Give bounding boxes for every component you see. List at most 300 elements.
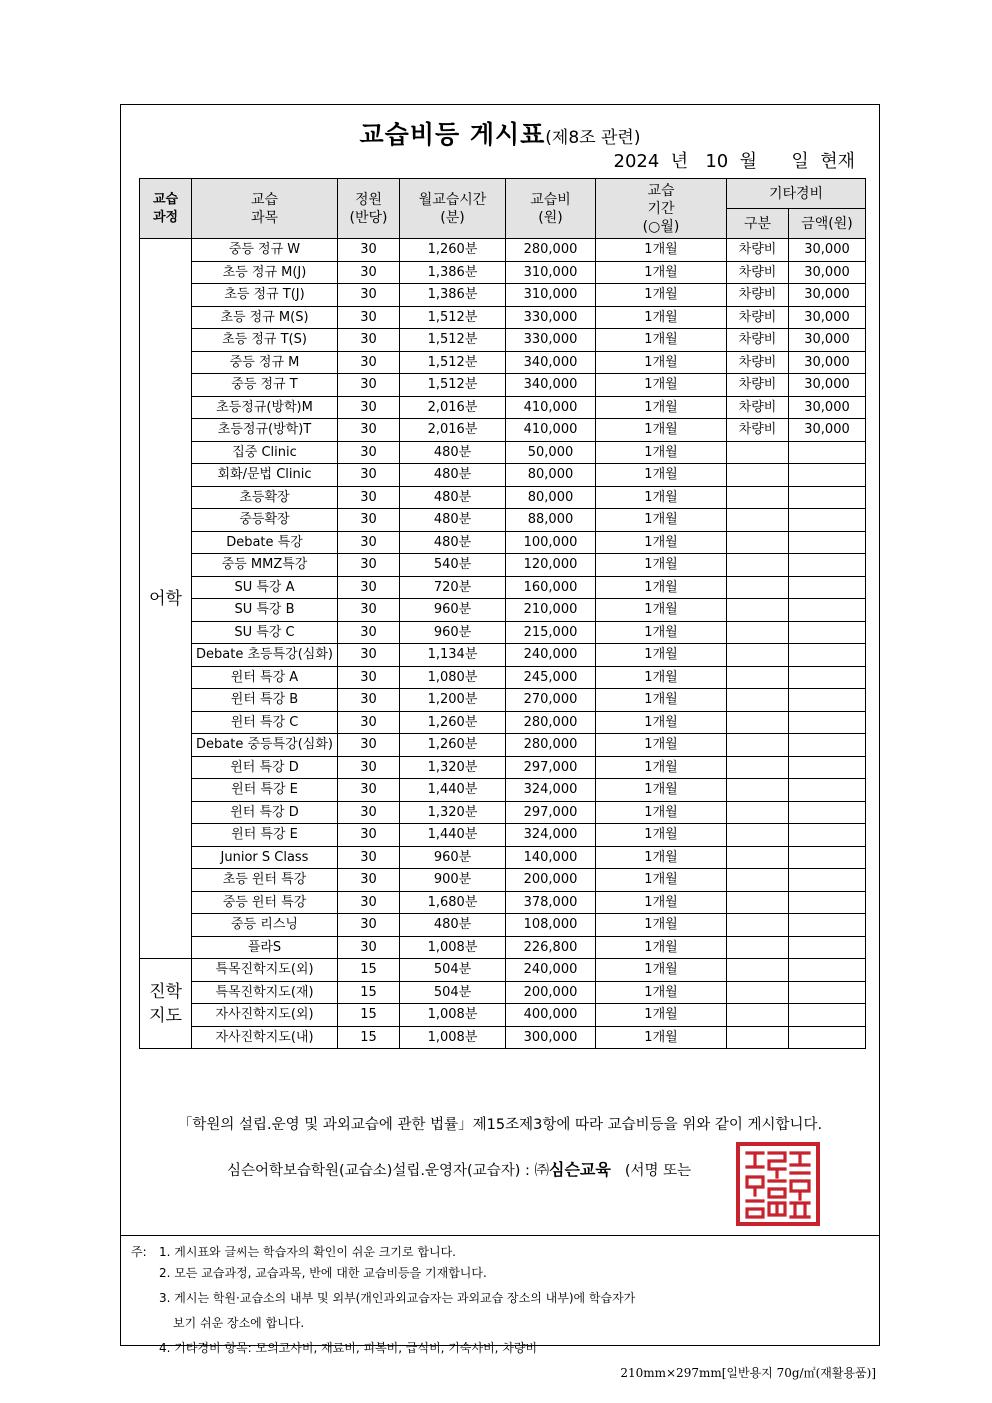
cell-subject: 회화/문법 Clinic bbox=[192, 464, 338, 487]
cell-subject: 윈터 특강 D bbox=[192, 801, 338, 824]
cell-fee: 100,000 bbox=[506, 531, 596, 554]
cell-fee: 310,000 bbox=[506, 261, 596, 284]
cell-capacity: 30 bbox=[338, 666, 400, 689]
cell-period: 1개월 bbox=[596, 374, 727, 397]
cell-subject: 윈터 특강 C bbox=[192, 711, 338, 734]
cell-period: 1개월 bbox=[596, 576, 727, 599]
cell-capacity: 15 bbox=[338, 981, 400, 1004]
official-seal-stamp bbox=[735, 1141, 821, 1227]
cell-fee: 280,000 bbox=[506, 711, 596, 734]
table-row bbox=[140, 486, 866, 509]
table-row bbox=[140, 554, 866, 577]
signature-label: 심슨어학보습학원(교습소)설립.운영자(교습자) : ㈜ bbox=[227, 1163, 549, 1179]
cell-other-amount bbox=[789, 509, 866, 532]
cell-period: 1개월 bbox=[596, 306, 727, 329]
table-row bbox=[140, 419, 866, 442]
cell-hours: 1,008분 bbox=[400, 1004, 506, 1027]
cell-capacity: 30 bbox=[338, 396, 400, 419]
cell-other-amount: 30,000 bbox=[789, 239, 866, 262]
cell-subject: 중등 정규 T bbox=[192, 374, 338, 397]
table-row bbox=[140, 936, 866, 959]
table-row bbox=[140, 846, 866, 869]
cell-hours: 1,512분 bbox=[400, 351, 506, 374]
table-row bbox=[140, 464, 866, 487]
cell-other-amount bbox=[789, 779, 866, 802]
cell-subject: 자사진학지도(외) bbox=[192, 1004, 338, 1027]
cell-fee: 310,000 bbox=[506, 284, 596, 307]
cell-subject: 집중 Clinic bbox=[192, 441, 338, 464]
cell-capacity: 30 bbox=[338, 914, 400, 937]
cell-hours: 504분 bbox=[400, 981, 506, 1004]
cell-subject: 중등 정규 W bbox=[192, 239, 338, 262]
table-row bbox=[140, 734, 866, 757]
cell-period: 1개월 bbox=[596, 351, 727, 374]
cell-period: 1개월 bbox=[596, 981, 727, 1004]
cell-fee: 88,000 bbox=[506, 509, 596, 532]
cell-other-amount bbox=[789, 981, 866, 1004]
signature-line bbox=[227, 1157, 691, 1180]
cell-period: 1개월 bbox=[596, 329, 727, 352]
legal-statement: 「학원의 설립.운영 및 과외교습에 관한 법률」제15조제3항에 따라 교습비등을 위와 같이 게시합니다. bbox=[177, 1117, 823, 1133]
cell-other-amount bbox=[789, 846, 866, 869]
cell-subject: 플라S bbox=[192, 936, 338, 959]
table-row bbox=[140, 531, 866, 554]
cell-hours: 1,512분 bbox=[400, 374, 506, 397]
cell-fee: 140,000 bbox=[506, 846, 596, 869]
cell-subject: SU 특강 B bbox=[192, 599, 338, 622]
cell-other-type bbox=[727, 846, 789, 869]
cell-other-amount: 30,000 bbox=[789, 329, 866, 352]
cell-fee: 297,000 bbox=[506, 756, 596, 779]
cell-other-type: 차량비 bbox=[727, 351, 789, 374]
cell-period: 1개월 bbox=[596, 734, 727, 757]
cell-hours: 1,512분 bbox=[400, 306, 506, 329]
table-row bbox=[140, 914, 866, 937]
cell-other-type bbox=[727, 734, 789, 757]
cell-hours: 1,440분 bbox=[400, 824, 506, 847]
table-row bbox=[140, 779, 866, 802]
cell-other-amount bbox=[789, 576, 866, 599]
cell-other-amount bbox=[789, 666, 866, 689]
cell-capacity: 30 bbox=[338, 284, 400, 307]
cell-fee: 245,000 bbox=[506, 666, 596, 689]
cell-subject: 자사진학지도(내) bbox=[192, 1026, 338, 1049]
cell-subject: 윈터 특강 E bbox=[192, 779, 338, 802]
title-main: 교습비등 게시표 bbox=[359, 120, 546, 149]
cell-other-amount bbox=[789, 1004, 866, 1027]
note-item: 2. 모든 교습과정, 교습과목, 반에 대한 교습비등을 기재합니다. bbox=[159, 1266, 487, 1280]
cell-period: 1개월 bbox=[596, 779, 727, 802]
cell-capacity: 30 bbox=[338, 711, 400, 734]
cell-other-type bbox=[727, 959, 789, 982]
cell-capacity: 30 bbox=[338, 351, 400, 374]
cell-subject: 특목진학지도(외) bbox=[192, 959, 338, 982]
table-row bbox=[140, 666, 866, 689]
cell-other-amount bbox=[789, 689, 866, 712]
cell-capacity: 30 bbox=[338, 801, 400, 824]
cell-other-amount bbox=[789, 801, 866, 824]
cell-subject: Debate 특강 bbox=[192, 531, 338, 554]
cell-subject: Debate 초등특강(심화) bbox=[192, 644, 338, 667]
cell-period: 1개월 bbox=[596, 1026, 727, 1049]
cell-other-type bbox=[727, 981, 789, 1004]
cell-other-type bbox=[727, 891, 789, 914]
cell-capacity: 30 bbox=[338, 419, 400, 442]
table-row bbox=[140, 1004, 866, 1027]
cell-other-amount: 30,000 bbox=[789, 374, 866, 397]
cell-fee: 297,000 bbox=[506, 801, 596, 824]
cell-fee: 226,800 bbox=[506, 936, 596, 959]
cell-capacity: 30 bbox=[338, 509, 400, 532]
cell-other-type bbox=[727, 554, 789, 577]
cell-period: 1개월 bbox=[596, 554, 727, 577]
cell-capacity: 30 bbox=[338, 779, 400, 802]
cell-subject: Junior S Class bbox=[192, 846, 338, 869]
cell-fee: 200,000 bbox=[506, 981, 596, 1004]
cell-subject: 초등 정규 T(S) bbox=[192, 329, 338, 352]
cell-other-type bbox=[727, 599, 789, 622]
cell-capacity: 30 bbox=[338, 441, 400, 464]
cell-period: 1개월 bbox=[596, 486, 727, 509]
cell-subject: 중등 윈터 특강 bbox=[192, 891, 338, 914]
cell-capacity: 30 bbox=[338, 374, 400, 397]
cell-other-amount: 30,000 bbox=[789, 261, 866, 284]
cell-capacity: 30 bbox=[338, 846, 400, 869]
cell-capacity: 30 bbox=[338, 936, 400, 959]
cell-other-type bbox=[727, 689, 789, 712]
cell-subject: SU 특강 C bbox=[192, 621, 338, 644]
cell-hours: 1,440분 bbox=[400, 779, 506, 802]
header-course: 교습 과정 bbox=[140, 179, 192, 239]
cell-subject: 윈터 특강 E bbox=[192, 824, 338, 847]
cell-capacity: 30 bbox=[338, 306, 400, 329]
cell-fee: 340,000 bbox=[506, 374, 596, 397]
as-of-date: 2024 년 10 월 일 현재 bbox=[613, 151, 855, 172]
cell-fee: 270,000 bbox=[506, 689, 596, 712]
cell-other-type bbox=[727, 509, 789, 532]
cell-capacity: 30 bbox=[338, 486, 400, 509]
cell-other-amount bbox=[789, 621, 866, 644]
cell-hours: 480분 bbox=[400, 441, 506, 464]
cell-hours: 480분 bbox=[400, 531, 506, 554]
header-other-amount: 금액(원) bbox=[789, 209, 866, 239]
table-row bbox=[140, 891, 866, 914]
cell-hours: 480분 bbox=[400, 509, 506, 532]
course-group-cell: 진학 지도 bbox=[140, 959, 192, 1049]
cell-hours: 1,260분 bbox=[400, 239, 506, 262]
table-row bbox=[140, 396, 866, 419]
cell-subject: SU 특강 A bbox=[192, 576, 338, 599]
cell-capacity: 30 bbox=[338, 261, 400, 284]
cell-subject: 윈터 특강 B bbox=[192, 689, 338, 712]
cell-period: 1개월 bbox=[596, 801, 727, 824]
table-row bbox=[140, 801, 866, 824]
cell-other-amount bbox=[789, 869, 866, 892]
table-row bbox=[140, 441, 866, 464]
cell-period: 1개월 bbox=[596, 531, 727, 554]
cell-other-type bbox=[727, 666, 789, 689]
fee-posting-frame bbox=[120, 104, 880, 1355]
note-item: 4. 기타경비 항목: 모의고사비, 재료비, 피복비, 급식비, 기숙사비, 차량비 bbox=[159, 1341, 538, 1355]
cell-other-amount: 30,000 bbox=[789, 396, 866, 419]
cell-subject: 초등 정규 M(J) bbox=[192, 261, 338, 284]
cell-hours: 2,016분 bbox=[400, 396, 506, 419]
cell-other-amount bbox=[789, 554, 866, 577]
table-row bbox=[140, 576, 866, 599]
cell-subject: 초등확장 bbox=[192, 486, 338, 509]
header-capacity: 정원 (반당) bbox=[338, 179, 400, 239]
cell-other-type bbox=[727, 779, 789, 802]
cell-period: 1개월 bbox=[596, 756, 727, 779]
table-row bbox=[140, 374, 866, 397]
cell-other-amount bbox=[789, 1026, 866, 1049]
cell-capacity: 30 bbox=[338, 644, 400, 667]
table-row bbox=[140, 1026, 866, 1049]
cell-hours: 1,080분 bbox=[400, 666, 506, 689]
cell-period: 1개월 bbox=[596, 914, 727, 937]
cell-fee: 340,000 bbox=[506, 351, 596, 374]
cell-subject: 중등 정규 M bbox=[192, 351, 338, 374]
cell-subject: 중등 MMZ특강 bbox=[192, 554, 338, 577]
cell-other-type bbox=[727, 486, 789, 509]
table-row bbox=[140, 756, 866, 779]
signature-note: (서명 또는 bbox=[624, 1163, 692, 1179]
notes-label: 주: bbox=[131, 1245, 147, 1259]
cell-subject: 초등정규(방학)T bbox=[192, 419, 338, 442]
cell-period: 1개월 bbox=[596, 261, 727, 284]
cell-fee: 240,000 bbox=[506, 644, 596, 667]
cell-capacity: 30 bbox=[338, 891, 400, 914]
cell-other-type bbox=[727, 824, 789, 847]
cell-subject: 중등확장 bbox=[192, 509, 338, 532]
cell-other-amount bbox=[789, 824, 866, 847]
cell-subject: 초등정규(방학)M bbox=[192, 396, 338, 419]
cell-period: 1개월 bbox=[596, 239, 727, 262]
cell-hours: 2,016분 bbox=[400, 419, 506, 442]
cell-other-type bbox=[727, 801, 789, 824]
table-row bbox=[140, 509, 866, 532]
cell-fee: 80,000 bbox=[506, 486, 596, 509]
cell-capacity: 30 bbox=[338, 689, 400, 712]
cell-fee: 108,000 bbox=[506, 914, 596, 937]
cell-period: 1개월 bbox=[596, 1004, 727, 1027]
cell-period: 1개월 bbox=[596, 711, 727, 734]
cell-other-type bbox=[727, 644, 789, 667]
table-row bbox=[140, 351, 866, 374]
cell-period: 1개월 bbox=[596, 936, 727, 959]
cell-other-type: 차량비 bbox=[727, 261, 789, 284]
cell-other-type bbox=[727, 869, 789, 892]
cell-other-amount: 30,000 bbox=[789, 306, 866, 329]
cell-capacity: 30 bbox=[338, 756, 400, 779]
cell-period: 1개월 bbox=[596, 441, 727, 464]
cell-capacity: 30 bbox=[338, 531, 400, 554]
cell-hours: 960분 bbox=[400, 846, 506, 869]
cell-hours: 960분 bbox=[400, 599, 506, 622]
cell-fee: 210,000 bbox=[506, 599, 596, 622]
cell-hours: 1,008분 bbox=[400, 1026, 506, 1049]
cell-fee: 300,000 bbox=[506, 1026, 596, 1049]
table-row bbox=[140, 824, 866, 847]
header-other: 기타경비 bbox=[727, 179, 866, 209]
table-row bbox=[140, 959, 866, 982]
notes-section bbox=[121, 1235, 879, 1359]
cell-other-type bbox=[727, 756, 789, 779]
table-row bbox=[140, 306, 866, 329]
cell-capacity: 15 bbox=[338, 1026, 400, 1049]
cell-other-type bbox=[727, 464, 789, 487]
cell-fee: 410,000 bbox=[506, 396, 596, 419]
cell-capacity: 15 bbox=[338, 959, 400, 982]
cell-other-amount: 30,000 bbox=[789, 284, 866, 307]
cell-fee: 240,000 bbox=[506, 959, 596, 982]
header-hours: 월교습시간 (분) bbox=[400, 179, 506, 239]
cell-capacity: 30 bbox=[338, 464, 400, 487]
cell-hours: 900분 bbox=[400, 869, 506, 892]
table-row bbox=[140, 284, 866, 307]
cell-other-amount bbox=[789, 756, 866, 779]
cell-other-amount bbox=[789, 441, 866, 464]
cell-other-amount bbox=[789, 644, 866, 667]
cell-other-amount bbox=[789, 891, 866, 914]
cell-period: 1개월 bbox=[596, 419, 727, 442]
cell-period: 1개월 bbox=[596, 284, 727, 307]
cell-other-amount bbox=[789, 711, 866, 734]
cell-period: 1개월 bbox=[596, 959, 727, 982]
note-item-continued: 보기 쉬운 장소에 합니다. bbox=[173, 1316, 305, 1330]
table-row bbox=[140, 689, 866, 712]
table-row bbox=[140, 329, 866, 352]
cell-fee: 410,000 bbox=[506, 419, 596, 442]
cell-other-amount: 30,000 bbox=[789, 419, 866, 442]
cell-other-amount bbox=[789, 599, 866, 622]
cell-period: 1개월 bbox=[596, 846, 727, 869]
cell-other-type bbox=[727, 441, 789, 464]
header-fee: 교습비 (원) bbox=[506, 179, 596, 239]
table-row bbox=[140, 644, 866, 667]
table-row bbox=[140, 981, 866, 1004]
cell-fee: 330,000 bbox=[506, 306, 596, 329]
cell-fee: 120,000 bbox=[506, 554, 596, 577]
cell-other-type: 차량비 bbox=[727, 306, 789, 329]
cell-capacity: 30 bbox=[338, 824, 400, 847]
cell-hours: 1,134분 bbox=[400, 644, 506, 667]
cell-period: 1개월 bbox=[596, 869, 727, 892]
cell-fee: 200,000 bbox=[506, 869, 596, 892]
cell-fee: 324,000 bbox=[506, 824, 596, 847]
cell-period: 1개월 bbox=[596, 396, 727, 419]
cell-hours: 1,680분 bbox=[400, 891, 506, 914]
cell-fee: 280,000 bbox=[506, 239, 596, 262]
cell-other-type bbox=[727, 936, 789, 959]
title-sub: (제8조 관련) bbox=[545, 128, 641, 148]
table-row bbox=[140, 621, 866, 644]
table-row bbox=[140, 599, 866, 622]
fee-table bbox=[139, 178, 866, 1049]
cell-period: 1개월 bbox=[596, 644, 727, 667]
cell-hours: 1,386분 bbox=[400, 284, 506, 307]
cell-fee: 50,000 bbox=[506, 441, 596, 464]
cell-period: 1개월 bbox=[596, 599, 727, 622]
table-row bbox=[140, 711, 866, 734]
table-row bbox=[140, 239, 866, 262]
cell-other-amount bbox=[789, 464, 866, 487]
cell-hours: 1,320분 bbox=[400, 756, 506, 779]
header-period: 교습 기간 (○월) bbox=[596, 179, 727, 239]
cell-capacity: 15 bbox=[338, 1004, 400, 1027]
cell-other-type bbox=[727, 1026, 789, 1049]
cell-period: 1개월 bbox=[596, 824, 727, 847]
cell-hours: 1,008분 bbox=[400, 936, 506, 959]
cell-fee: 280,000 bbox=[506, 734, 596, 757]
fee-table-body bbox=[140, 239, 866, 1049]
cell-other-type bbox=[727, 621, 789, 644]
cell-hours: 480분 bbox=[400, 464, 506, 487]
cell-fee: 378,000 bbox=[506, 891, 596, 914]
cell-subject: 초등 윈터 특강 bbox=[192, 869, 338, 892]
cell-hours: 1,320분 bbox=[400, 801, 506, 824]
cell-other-type: 차량비 bbox=[727, 396, 789, 419]
cell-hours: 1,260분 bbox=[400, 734, 506, 757]
cell-hours: 960분 bbox=[400, 621, 506, 644]
cell-other-type: 차량비 bbox=[727, 419, 789, 442]
note-item: 1. 게시표와 글씨는 학습자의 확인이 쉬운 크기로 합니다. bbox=[159, 1245, 456, 1259]
cell-other-amount: 30,000 bbox=[789, 351, 866, 374]
cell-hours: 540분 bbox=[400, 554, 506, 577]
cell-other-type bbox=[727, 531, 789, 554]
cell-other-type bbox=[727, 576, 789, 599]
cell-capacity: 30 bbox=[338, 239, 400, 262]
cell-fee: 160,000 bbox=[506, 576, 596, 599]
header-subject: 교습 과목 bbox=[192, 179, 338, 239]
cell-hours: 1,200분 bbox=[400, 689, 506, 712]
cell-capacity: 30 bbox=[338, 599, 400, 622]
cell-other-amount bbox=[789, 914, 866, 937]
cell-subject: 초등 정규 T(J) bbox=[192, 284, 338, 307]
cell-other-amount bbox=[789, 486, 866, 509]
cell-other-type bbox=[727, 914, 789, 937]
cell-hours: 1,512분 bbox=[400, 329, 506, 352]
cell-other-amount bbox=[789, 531, 866, 554]
cell-capacity: 30 bbox=[338, 554, 400, 577]
table-row bbox=[140, 261, 866, 284]
cell-capacity: 30 bbox=[338, 329, 400, 352]
cell-other-amount bbox=[789, 734, 866, 757]
paper-spec: 210mm×297mm[일반용지 70g/㎡(재활용품)] bbox=[620, 1366, 876, 1380]
cell-capacity: 30 bbox=[338, 576, 400, 599]
cell-period: 1개월 bbox=[596, 621, 727, 644]
document-title bbox=[121, 115, 879, 151]
cell-other-amount bbox=[789, 936, 866, 959]
cell-subject: 윈터 특강 A bbox=[192, 666, 338, 689]
cell-capacity: 30 bbox=[338, 869, 400, 892]
cell-other-type: 차량비 bbox=[727, 239, 789, 262]
cell-subject: 초등 정규 M(S) bbox=[192, 306, 338, 329]
cell-period: 1개월 bbox=[596, 689, 727, 712]
cell-subject: 윈터 특강 D bbox=[192, 756, 338, 779]
company-name: 심슨교육 bbox=[548, 1160, 611, 1179]
cell-subject: 중등 리스닝 bbox=[192, 914, 338, 937]
cell-capacity: 30 bbox=[338, 621, 400, 644]
cell-hours: 480분 bbox=[400, 486, 506, 509]
cell-period: 1개월 bbox=[596, 891, 727, 914]
cell-capacity: 30 bbox=[338, 734, 400, 757]
cell-subject: Debate 중등특강(심화) bbox=[192, 734, 338, 757]
cell-hours: 720분 bbox=[400, 576, 506, 599]
cell-period: 1개월 bbox=[596, 509, 727, 532]
cell-other-amount bbox=[789, 959, 866, 982]
cell-fee: 80,000 bbox=[506, 464, 596, 487]
